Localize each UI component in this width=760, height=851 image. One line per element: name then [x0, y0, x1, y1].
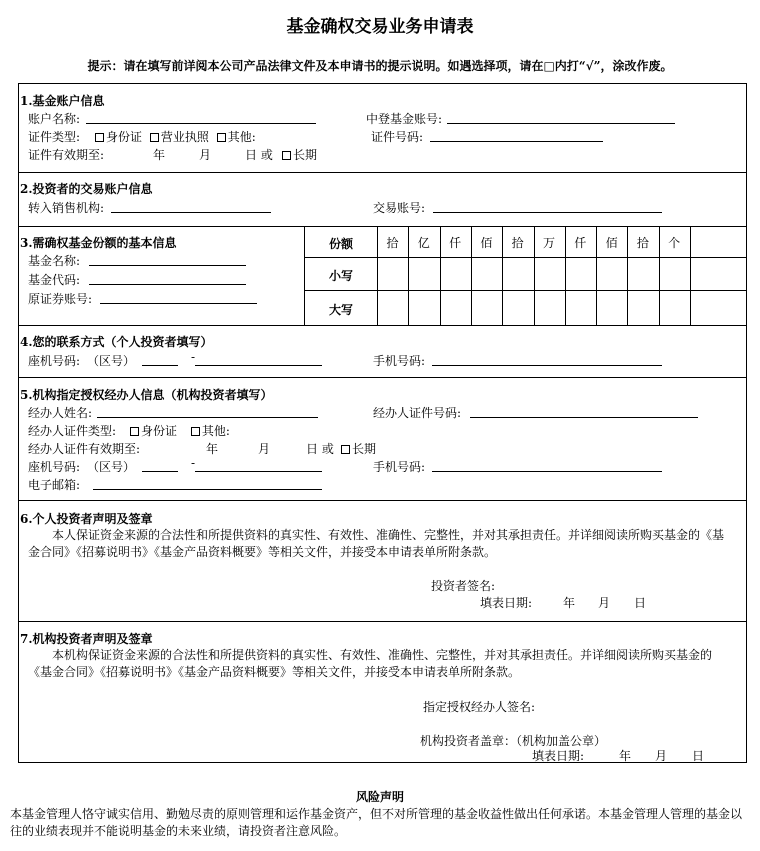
inst-fill-date-year: 年 — [619, 749, 632, 763]
institution-declaration: 本机构保证资金来源的合法性和所提供资料的真实性、有效性、准确性、完整性，并对其承担责任。并详细阅读所购买基金的《基金合同》《招募说明书》《基金产品资料概要》等相关文件，并接受本申请表单所附条款。 — [28, 648, 713, 679]
investor-signature-label: 投资者签名: — [431, 579, 496, 593]
agent-valid-day-or: 日 或 — [306, 442, 334, 456]
agent-name-field[interactable] — [97, 417, 318, 418]
email-label: 电子邮箱: — [28, 478, 81, 492]
email-field[interactable] — [93, 489, 322, 490]
agent-valid-label: 经办人证件有效期至: — [28, 442, 141, 456]
section5-heading: 5.机构指定授权经办人信息（机构投资者填写） — [20, 388, 273, 402]
valid-day-or: 日 或 — [245, 148, 273, 162]
digit-unit-header: 拾 — [386, 236, 399, 250]
trade-account-field[interactable] — [433, 212, 662, 213]
upper-label: 大写 — [329, 303, 354, 317]
agent-signature-label: 指定授权经办人签名: — [423, 700, 536, 714]
section-divider — [18, 172, 747, 173]
account-name-field[interactable] — [86, 123, 316, 124]
inst-fill-date-label: 填表日期: — [532, 749, 585, 763]
agent-name-label: 经办人姓名: — [28, 406, 93, 420]
section3-heading: 3.需确权基金份额的基本信息 — [20, 236, 177, 250]
opt-id-card-label: 身份证 — [106, 130, 143, 144]
digit-unit-header: 亿 — [417, 236, 430, 250]
agency-field[interactable] — [111, 212, 271, 213]
digit-unit-header: 仟 — [449, 236, 462, 250]
agent-area-label: （区号） — [87, 460, 136, 474]
valid-month: 月 — [199, 148, 212, 162]
orig-account-label: 原证券账号: — [28, 292, 93, 306]
opt-other-label: 其他: — [227, 130, 256, 144]
agent-dash: - — [191, 456, 196, 470]
digit-unit-header: 万 — [542, 236, 555, 250]
risk-text: 本基金管理人恪守诚实信用、勤勉尽责的原则管理和运作基金资产，但不对所管理的基金收益性做出任何承诺。本基金管理人管理的基金以往的业绩表现并不能说明基金的未来业绩，请投资者注意风险。 — [10, 807, 743, 838]
agent-landline-label: 座机号码: — [28, 460, 81, 474]
fill-date-year: 年 — [563, 596, 576, 610]
section7-heading: 7.机构投资者声明及签章 — [20, 632, 153, 646]
fund-name-label: 基金名称: — [28, 254, 81, 268]
mobile-label: 手机号码: — [373, 354, 426, 368]
cs-account-field[interactable] — [447, 123, 675, 124]
fill-date-day: 日 — [634, 596, 647, 610]
agent-landline-field[interactable] — [195, 471, 322, 472]
digit-unit-header: 佰 — [605, 236, 618, 250]
account-name-label: 账户名称: — [28, 112, 81, 126]
agent-valid-month: 月 — [258, 442, 271, 456]
agent-id-type-options — [130, 422, 230, 439]
cs-account-label: 中登基金账号: — [366, 112, 443, 126]
agency-label: 转入销售机构: — [28, 201, 105, 215]
individual-declaration: 本人保证资金来源的合法性和所提供资料的真实性、有效性、准确性、完整性，并对其承担责任。并详细阅读所购买基金的《基金合同》《招募说明书》《基金产品资料概要》等相关文件，并接受本申请表单所附条款。 — [28, 528, 725, 559]
landline-label: 座机号码: — [28, 354, 81, 368]
digit-unit-header: 拾 — [511, 236, 524, 250]
hint-text: 提示：请在填写前详阅本公司产品法律文件及本申请书的提示说明。如遇选择项，请在□内打“√”，涂改作废。 — [87, 59, 673, 73]
digit-unit-header: 佰 — [480, 236, 493, 250]
long-term-option — [282, 146, 317, 163]
fill-date-month: 月 — [598, 596, 611, 610]
lower-label: 小写 — [329, 269, 354, 283]
agent-id-no-label: 经办人证件号码: — [373, 406, 462, 420]
agent-opt-id-label: 身份证 — [141, 424, 178, 438]
digit-unit-header: 拾 — [636, 236, 649, 250]
long-term-label: 长期 — [293, 148, 318, 162]
agent-id-no-field[interactable] — [470, 417, 698, 418]
landline-field[interactable] — [195, 365, 322, 366]
area-code-field[interactable] — [142, 365, 178, 366]
agent-opt-other-label: 其他: — [201, 424, 230, 438]
dash: - — [191, 350, 196, 364]
id-type-label: 证件类型: — [28, 130, 81, 144]
digit-unit-header: 仟 — [574, 236, 587, 250]
area-label: （区号） — [87, 354, 136, 368]
agent-mobile-label: 手机号码: — [373, 460, 426, 474]
shares-label: 份额 — [329, 237, 354, 251]
grid-line — [304, 257, 747, 258]
institution-seal-label: 机构投资者盖章：（机构加盖公章） — [420, 734, 607, 748]
section-divider — [18, 226, 747, 227]
agent-id-type-label: 经办人证件类型: — [28, 424, 117, 438]
risk-heading: 风险声明 — [355, 790, 404, 804]
checkbox-long-term[interactable] — [282, 151, 291, 160]
digit-unit-header: 个 — [668, 236, 681, 250]
section-divider — [18, 621, 747, 622]
grid-line — [690, 226, 691, 325]
valid-year: 年 — [153, 148, 166, 162]
section-divider — [18, 377, 747, 378]
id-type-options — [95, 128, 256, 145]
section4-heading: 4.您的联系方式（个人投资者填写） — [20, 335, 213, 349]
section1-heading: 1.基金账户信息 — [20, 94, 105, 108]
fill-date-label: 填表日期: — [480, 596, 533, 610]
checkbox-license[interactable] — [150, 133, 159, 142]
agent-mobile-field[interactable] — [432, 471, 662, 472]
fund-name-field[interactable] — [89, 265, 246, 266]
trade-account-label: 交易账号: — [373, 201, 426, 215]
checkbox-agent-other[interactable] — [191, 427, 200, 436]
agent-area-code-field[interactable] — [142, 471, 178, 472]
section-divider — [18, 500, 747, 501]
fund-code-label: 基金代码: — [28, 273, 81, 287]
form-title: 基金确权交易业务申请表 — [286, 17, 474, 37]
agent-long-term-label: 长期 — [352, 442, 377, 456]
mobile-field[interactable] — [432, 365, 662, 366]
checkbox-id-card[interactable] — [95, 133, 104, 142]
grid-line — [304, 226, 305, 325]
grid-line — [304, 290, 747, 291]
valid-until-label: 证件有效期至: — [28, 148, 105, 162]
section2-heading: 2.投资者的交易账户信息 — [20, 182, 153, 196]
checkbox-other[interactable] — [217, 133, 226, 142]
fund-code-field[interactable] — [89, 284, 246, 285]
id-number-label: 证件号码: — [371, 130, 424, 144]
checkbox-agent-long-term[interactable] — [341, 445, 350, 454]
inst-fill-date-day: 日 — [692, 749, 705, 763]
section6-heading: 6.个人投资者声明及签章 — [20, 512, 153, 526]
section-divider — [18, 325, 747, 326]
id-number-field[interactable] — [430, 141, 603, 142]
orig-account-field[interactable] — [100, 303, 257, 304]
inst-fill-date-month: 月 — [655, 749, 668, 763]
agent-valid-year: 年 — [206, 442, 219, 456]
opt-license-label: 营业执照 — [160, 130, 209, 144]
checkbox-agent-id-card[interactable] — [130, 427, 139, 436]
agent-long-term-option — [341, 440, 376, 457]
